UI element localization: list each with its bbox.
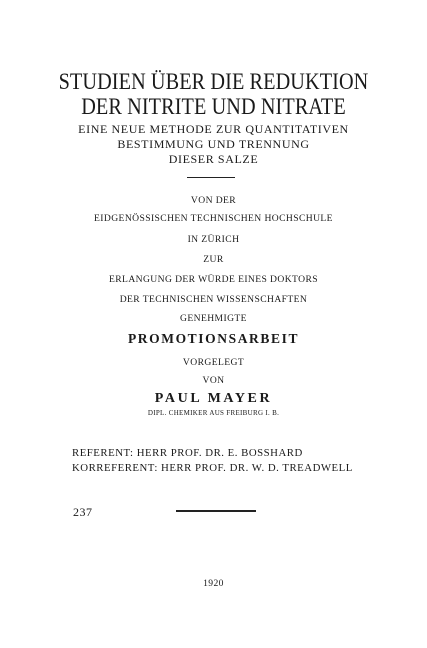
city-text: IN ZÜRICH (187, 234, 240, 245)
korreferent-line: KORREFERENT: HERR PROF. DR. W. D. TREADWELL (72, 462, 353, 474)
work-type: PROMOTIONSARBEIT (127, 331, 300, 346)
degree-line-2: DER TECHNISCHEN WISSENSCHAFTEN (119, 294, 308, 305)
publication-year: 1920 (203, 578, 224, 589)
referees-block (72, 446, 353, 476)
subtitle-line-3: DIESER SALZE (168, 152, 259, 166)
approved-text: GENEHMIGTE (180, 313, 247, 324)
degree-line-1: ERLANGUNG DER WÜRDE EINES DOKTORS (109, 274, 318, 285)
subtitle-line-2: BESTIMMUNG UND TRENNUNG (117, 137, 310, 151)
vorgelegt-text: VORGELEGT (182, 357, 245, 368)
author-name: PAUL MAYER (154, 391, 273, 406)
title-line-1: STUDIEN ÜBER DIE REDUKTION (58, 69, 369, 94)
title-line-2: DER NITRITE UND NITRATE (81, 94, 346, 119)
author-credentials: DIPL. CHEMIKER AUS FREIBURG I. B. (147, 409, 280, 417)
series-number: 237 (73, 505, 93, 519)
von-der-text: VON DER (190, 195, 237, 206)
school-name: EIDGENÖSSISCHEN TECHNISCHEN HOCHSCHULE (94, 213, 333, 224)
von-text: VON (202, 375, 225, 386)
short-divider (187, 177, 235, 178)
zur-text: ZUR (203, 254, 224, 265)
subtitle-line-1: EINE NEUE METHODE ZUR QUANTITATIVEN (78, 122, 349, 136)
referent-line: REFERENT: HERR PROF. DR. E. BOSSHARD (72, 447, 303, 459)
long-divider (176, 510, 256, 512)
